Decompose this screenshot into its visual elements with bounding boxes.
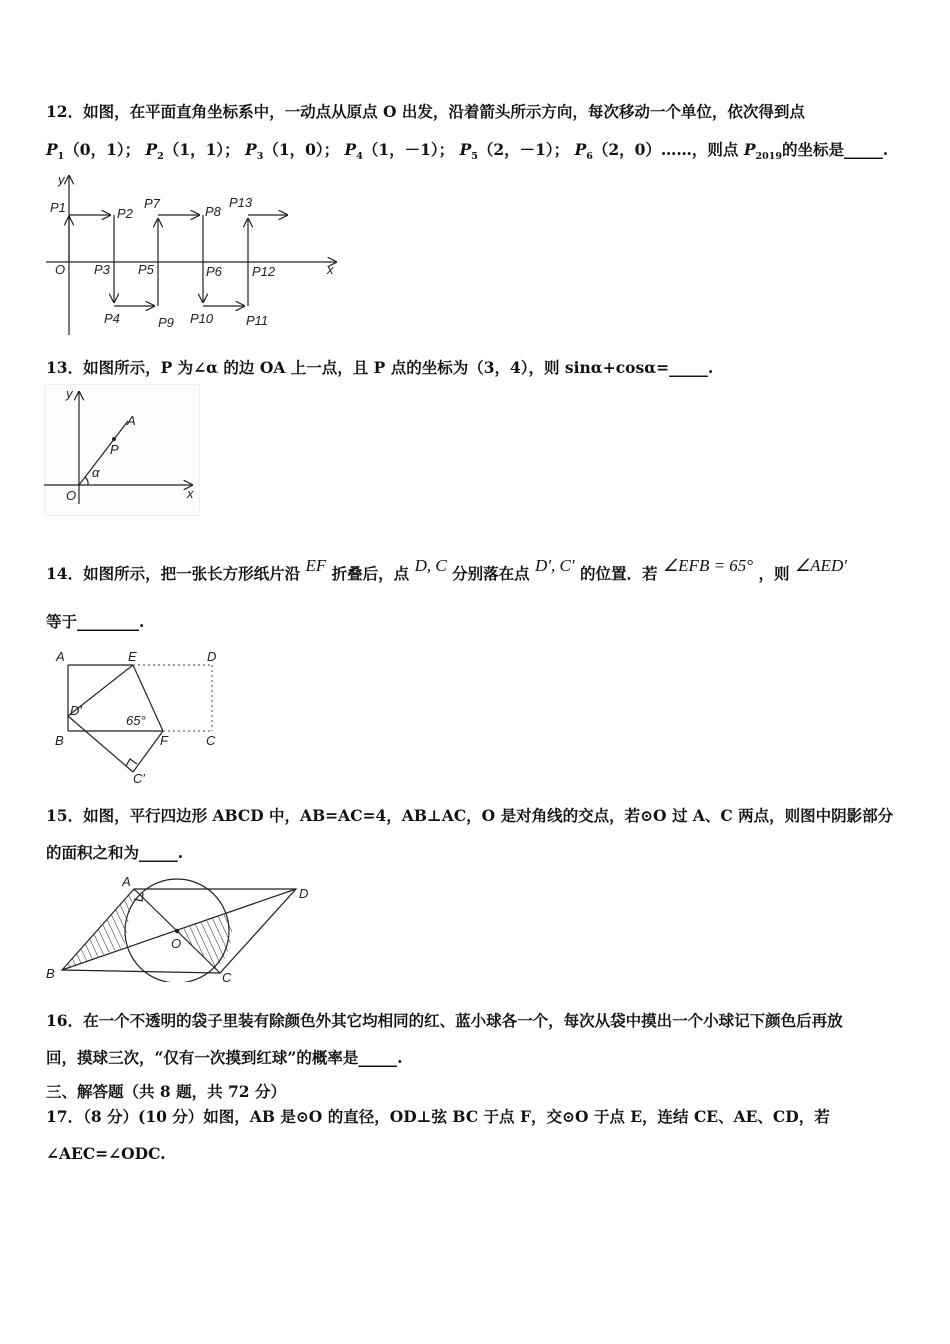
q13-text: 13．如图所示，P 为∠α 的边 OA 上一点，且 P 点的坐标为（3，4），则 sinα+cosα=_____.	[46, 358, 714, 377]
q15-b-label: B	[46, 966, 55, 981]
q15-line2: 的面积之和为_____.	[46, 843, 184, 862]
q12-point-3: $P_3(1$，0）；	[245, 140, 340, 163]
q12-y-label: y	[58, 172, 65, 187]
q12-label-p2: P2	[117, 206, 133, 221]
q12-label-p13: P13	[229, 195, 253, 210]
section-heading: 三、解答题（共 8 题，共 72 分）	[46, 1082, 286, 1101]
q13-figure	[44, 384, 200, 516]
q14-d-label: D	[207, 649, 217, 664]
q12-label-p10: P10	[190, 311, 214, 326]
q16-line2: 回，摸球三次，“仅有一次摸到红球”的概率是_____.	[46, 1048, 403, 1067]
q15-line1: 15．如图，平行四边形 ABCD 中，AB=AC=4，AB⊥AC，O 是对角线的交点，若⊙O 过 A、C 两点，则图中阴影部分	[46, 806, 894, 825]
q13-y-label: y	[66, 386, 73, 401]
q14-cprime-label: C′	[133, 771, 145, 786]
q12-point-4: $P_4(1$，－1）；	[344, 140, 455, 163]
q14-e-label: E	[128, 649, 137, 664]
q17-line1: 17．（8 分）(10 分）如图，AB 是⊙O 的直径，OD⊥弦 BC 于点 F，交⊙O 于点 E，连结 CE、AE、CD，若	[46, 1107, 830, 1126]
q13-alpha-label: α	[92, 465, 100, 480]
q12-x-label: x	[327, 262, 334, 277]
q17-line2: ∠AEC=∠ODC.	[46, 1144, 166, 1163]
q14-math-dc: D, C	[414, 556, 447, 575]
q12-point-1: $P_1(0$，1）；	[46, 140, 141, 163]
q12-label-p1: P1	[50, 200, 66, 215]
q13-origin-label: O	[66, 488, 77, 503]
q14-b-label: B	[55, 733, 64, 748]
q14-math-dpcp: D′, C′	[535, 556, 575, 575]
q13-a-label: A	[127, 413, 136, 428]
q14-line2: 等于________.	[46, 612, 145, 631]
q12-label-p9: P9	[158, 315, 174, 330]
q15-figure	[44, 870, 324, 982]
q14-math-efb: ∠EFB = 65°	[662, 556, 754, 575]
q12-point-2: $P_2(1$，1）；	[145, 140, 240, 163]
q12-origin-label: O	[55, 262, 66, 277]
q14-f-label: F	[160, 733, 168, 748]
q12-tail: 的坐标是_____.	[781, 140, 889, 159]
q12-label-p7: P7	[144, 196, 160, 211]
q15-o-label: O	[171, 936, 182, 951]
q12-point-6: $P_6(2$，0）……，则点	[574, 140, 744, 163]
q12-label-p6: P6	[206, 264, 222, 279]
q12-label-p4: P4	[104, 311, 120, 326]
q15-c-label: C	[222, 970, 232, 982]
q12-label-p12: P12	[252, 264, 276, 279]
q13-x-label: x	[187, 486, 194, 501]
q14-c-label: C	[206, 733, 216, 748]
q14-a-label: A	[56, 649, 65, 664]
q15-d-label: D	[299, 886, 309, 901]
q14-angle-label: 65°	[126, 713, 146, 728]
q12-label-p8: P8	[205, 204, 221, 219]
q12-label-p5: P5	[138, 262, 154, 277]
q16-line1: 16．在一个不透明的袋子里装有除颜色外其它均相同的红、蓝小球各一个，每次从袋中摸出一个小球记下颜色后再放	[46, 1011, 843, 1030]
q14-dprime-label: D′	[70, 703, 82, 718]
q12-line1: 12．如图，在平面直角坐标系中，一动点从原点 O 出发，沿着箭头所示方向，每次移动一个单位，依次得到点	[46, 102, 805, 121]
q14-math-ef: EF	[305, 556, 327, 575]
q12-target: $P_{2019}$	[743, 140, 782, 163]
q12-line2	[46, 140, 888, 167]
q12-label-p3: P3	[94, 262, 110, 277]
q12-label-p11: P11	[246, 313, 269, 328]
q13-p-label: P	[110, 442, 119, 457]
q12-figure	[44, 170, 344, 340]
q14-line1: 14．如图所示，把一张长方形纸片沿 EF 折叠后，点 D, C 分别落在点 D′, C′ 的位置．若 ∠EFB = 65° ，则 ∠AED′	[46, 556, 847, 583]
q15-a-label: A	[122, 874, 131, 889]
q14-figure	[44, 644, 234, 786]
q12-point-5: $P_5(2$，－1）；	[459, 140, 570, 163]
q14-math-aed: ∠AED′	[794, 556, 847, 575]
